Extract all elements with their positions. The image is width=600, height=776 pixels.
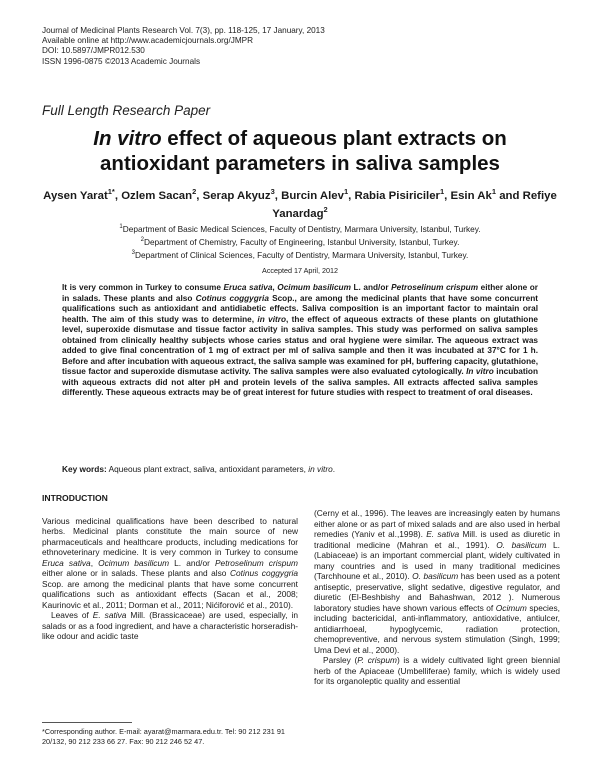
journal-availability: Available online at http://www.academicjournals.org/JMPR bbox=[42, 36, 254, 46]
keywords-text: Aqueous plant extract, saliva, antioxidant parameters, bbox=[106, 464, 309, 474]
author-name: Serap Akyuz bbox=[202, 189, 271, 202]
text-run: Various medicinal qualifications have been described to natural herbs. Medicinal plants constitute the main source of new pharmaceuticals and healthcare products, including medications for ethnoveterinary medicine. It is very common in Turkey to consume bbox=[42, 515, 298, 557]
author-affiliation-marker: 1 bbox=[439, 187, 445, 196]
author-name: Esin Ak bbox=[450, 189, 492, 202]
affiliation-line bbox=[40, 235, 560, 248]
text-run: Scop., are among the medicinal plants that have some concurrent qualifications such as antioxidant and antidiabetic effects. Saliva composition is an important factor to maintain oral health. The aim of this study was to determine, bbox=[62, 293, 539, 324]
author-affiliation-marker: 2 bbox=[323, 205, 328, 215]
italic-term: Ocimum bbox=[495, 602, 527, 613]
affiliation-text: Department of Clinical Sciences, Faculty of Dentistry, Marmara University, Istanbul, Turkey. bbox=[134, 249, 469, 260]
italic-term: E. sativa bbox=[92, 610, 127, 620]
author-affiliation-marker: 3 bbox=[270, 187, 275, 196]
text-run: L. (Labiaceae) is an important commercial plant, widely cultivated in many countries and is used in many traditional medicines (Tarchhoune et al., 2010). bbox=[314, 539, 560, 581]
author-list bbox=[40, 185, 560, 222]
author-affiliation-marker: 1 bbox=[343, 187, 349, 196]
author-separator: , bbox=[274, 189, 282, 202]
italic-term: Ocimum basilicum bbox=[98, 557, 170, 568]
italic-term: O. basilicum bbox=[412, 571, 459, 581]
keywords bbox=[62, 464, 542, 474]
author-separator: , bbox=[444, 189, 451, 202]
italic-term: E. sativa bbox=[426, 529, 460, 539]
italic-term: In vitro bbox=[466, 367, 494, 377]
affiliation-number: 3 bbox=[131, 249, 135, 256]
journal-issn: ISSN 1996-0875 ©2013 Academic Journals bbox=[42, 56, 201, 66]
author-separator: , bbox=[196, 189, 203, 202]
italic-term: Eruca sativa bbox=[42, 557, 91, 568]
italic-term: Petroselinum crispum bbox=[214, 557, 298, 568]
paper-title bbox=[40, 126, 560, 176]
corresponding-author-footnote: *Corresponding author. E-mail: ayarat@marmara.edu.tr. Tel: 90 212 231 91 20/132, 90 212 233 66 27. Fax: 90 212 246 52 47. bbox=[42, 727, 285, 746]
author-affiliation-marker: 2 bbox=[192, 187, 197, 196]
italic-term: Cotinus coggygria bbox=[229, 568, 298, 578]
affiliation-line bbox=[40, 222, 560, 235]
body-column-right bbox=[314, 508, 560, 687]
italic-term: Eruca sativa bbox=[223, 283, 273, 292]
italic-term: Ocimum basilicum bbox=[277, 283, 351, 292]
keywords-italic: in vitro bbox=[308, 464, 333, 474]
author-name: Refiye Yanardag bbox=[272, 189, 557, 221]
affiliation-text: Department of Chemistry, Faculty of Engineering, Istanbul University, Istanbul, Turkey. bbox=[143, 236, 460, 247]
text-run: , bbox=[272, 283, 278, 292]
intro-paragraph bbox=[42, 516, 298, 611]
author-affiliation-marker: 1* bbox=[107, 187, 115, 196]
body-column-left bbox=[42, 493, 298, 642]
abstract bbox=[62, 283, 538, 399]
affiliation-line bbox=[40, 248, 560, 261]
introduction-heading: INTRODUCTION bbox=[42, 493, 108, 503]
footnote-divider bbox=[42, 722, 132, 723]
text-run: Leaves of bbox=[51, 610, 93, 620]
intro-paragraph bbox=[314, 655, 560, 687]
title-rest: effect of aqueous plant extracts on antioxidant parameters in saliva samples bbox=[100, 127, 507, 175]
affiliation-number: 2 bbox=[140, 236, 144, 243]
text-run: either alone or in salads. These plants and also bbox=[62, 283, 539, 303]
author-affiliation-marker: 1 bbox=[491, 187, 497, 196]
author-name: Burcin Alev bbox=[281, 189, 344, 202]
journal-doi: DOI: 10.5897/JMPR012.530 bbox=[42, 46, 145, 56]
text-run: It is very common in Turkey to consume bbox=[62, 283, 224, 292]
text-run: , bbox=[90, 557, 99, 568]
text-run: L. and/or bbox=[169, 557, 215, 568]
title-italic: In vitro bbox=[93, 127, 162, 150]
text-run: ) is a widely cultivated light green biennial herb of the Apiaceae (Umbelliferae) family, which is widely used for its organoleptic quality and essential bbox=[314, 655, 560, 686]
intro-paragraph bbox=[314, 508, 560, 655]
journal-header bbox=[42, 26, 325, 67]
text-run: L. and/or bbox=[350, 283, 392, 292]
text-run: (Cerny et al., 1996). The leaves are increasingly eaten by humans either alone or as part of mixed salads and are also used in herbal remedies (Yaniv et al.,1998). bbox=[314, 508, 560, 539]
author-separator: , bbox=[114, 189, 122, 202]
affiliation-number: 1 bbox=[119, 224, 123, 230]
text-run: incubation with aqueous extracts did not alter pH and protein levels of the saliva samples. All extracts affected saliva samples differently. These aqueous extracts may be of great interest for future studies with respect to treatment of oral diseases. bbox=[62, 367, 538, 398]
author-name: Ozlem Sacan bbox=[121, 189, 193, 202]
keywords-label: Key words: bbox=[62, 464, 107, 474]
intro-paragraph bbox=[42, 610, 298, 642]
text-run: Mill. is used as diuretic in traditional medicine (Mahran et al., 1991). bbox=[314, 529, 561, 550]
accepted-date: Accepted 17 April, 2012 bbox=[262, 266, 338, 275]
author-name: Aysen Yarat bbox=[43, 189, 108, 202]
text-run: Parsley ( bbox=[323, 655, 358, 665]
author-separator: , bbox=[348, 189, 355, 202]
author-separator: and bbox=[496, 189, 523, 202]
text-run: Scop. are among the medicinal plants that have some concurrent qualifications such as antioxidant effects (Sacan et al., 2008; Kaurinovic et al., 2011; Dorman et al., 2011; Nićiforović et al., 2010). bbox=[42, 578, 298, 610]
text-run: has been used as a potent antiseptic, preservative, slight sedative, digestive regulator, and diuretic (El-Beshbishy and Bahashwan, 2012 ). Numerous laboratory studies have shown various effects of bbox=[314, 571, 561, 613]
author-name: Rabia Pisiriciler bbox=[354, 189, 440, 202]
italic-term: in vitro bbox=[257, 314, 287, 324]
text-run: either alone or in salads. These plants and also bbox=[42, 568, 230, 578]
journal-citation: Journal of Medicinal Plants Research Vol. 7(3), pp. 118-125, 17 January, 2013 bbox=[42, 26, 325, 35]
keywords-end: . bbox=[332, 464, 336, 474]
italic-term: Petroselinum crispum bbox=[391, 283, 479, 292]
text-run: Mill. (Brassicaceae) are used, especially, in salads or as a food ingredient, and have a characteristic horseradish-like odour and acidic taste bbox=[42, 610, 299, 641]
text-run: species, including bactericidal, anti-inflammatory, antioxidative, antiulcer, antidiarrhoeal, hypoglycemic, radiation protection, chemopreventive, and nervous system stimulation (Singh, 1999; Uma Devi et al., 2000). bbox=[314, 602, 560, 655]
affiliations bbox=[40, 222, 560, 260]
italic-term: O. basilicum bbox=[496, 539, 547, 550]
text-run: , the effect of aqueous extracts of these plants on glutathione level, superoxide dismutase and tissue factor activity in saliva samples. This study was performed on saliva samples obtained from clinically healthy subjects whose caries status and oral hygiene were similar. The aqueous extract was added to give final concentration of 1 mg of extract per ml of saliva sample and then it was incubated at 37°C for 1 h. Before and after incubation with aqueous extract, the saliva sample was examined for pH, buffering capacity, glutathione, tissue factor and superoxide dismutase activity. The saliva samples were also evaluated cytologically. bbox=[62, 314, 538, 377]
paper-type: Full Length Research Paper bbox=[42, 103, 211, 118]
italic-term: P. crispum bbox=[357, 655, 397, 665]
italic-term: Cotinus coggygria bbox=[195, 293, 269, 303]
affiliation-text: Department of Basic Medical Sciences, Faculty of Dentistry, Marmara University, Istanbul, Turkey. bbox=[122, 223, 481, 234]
